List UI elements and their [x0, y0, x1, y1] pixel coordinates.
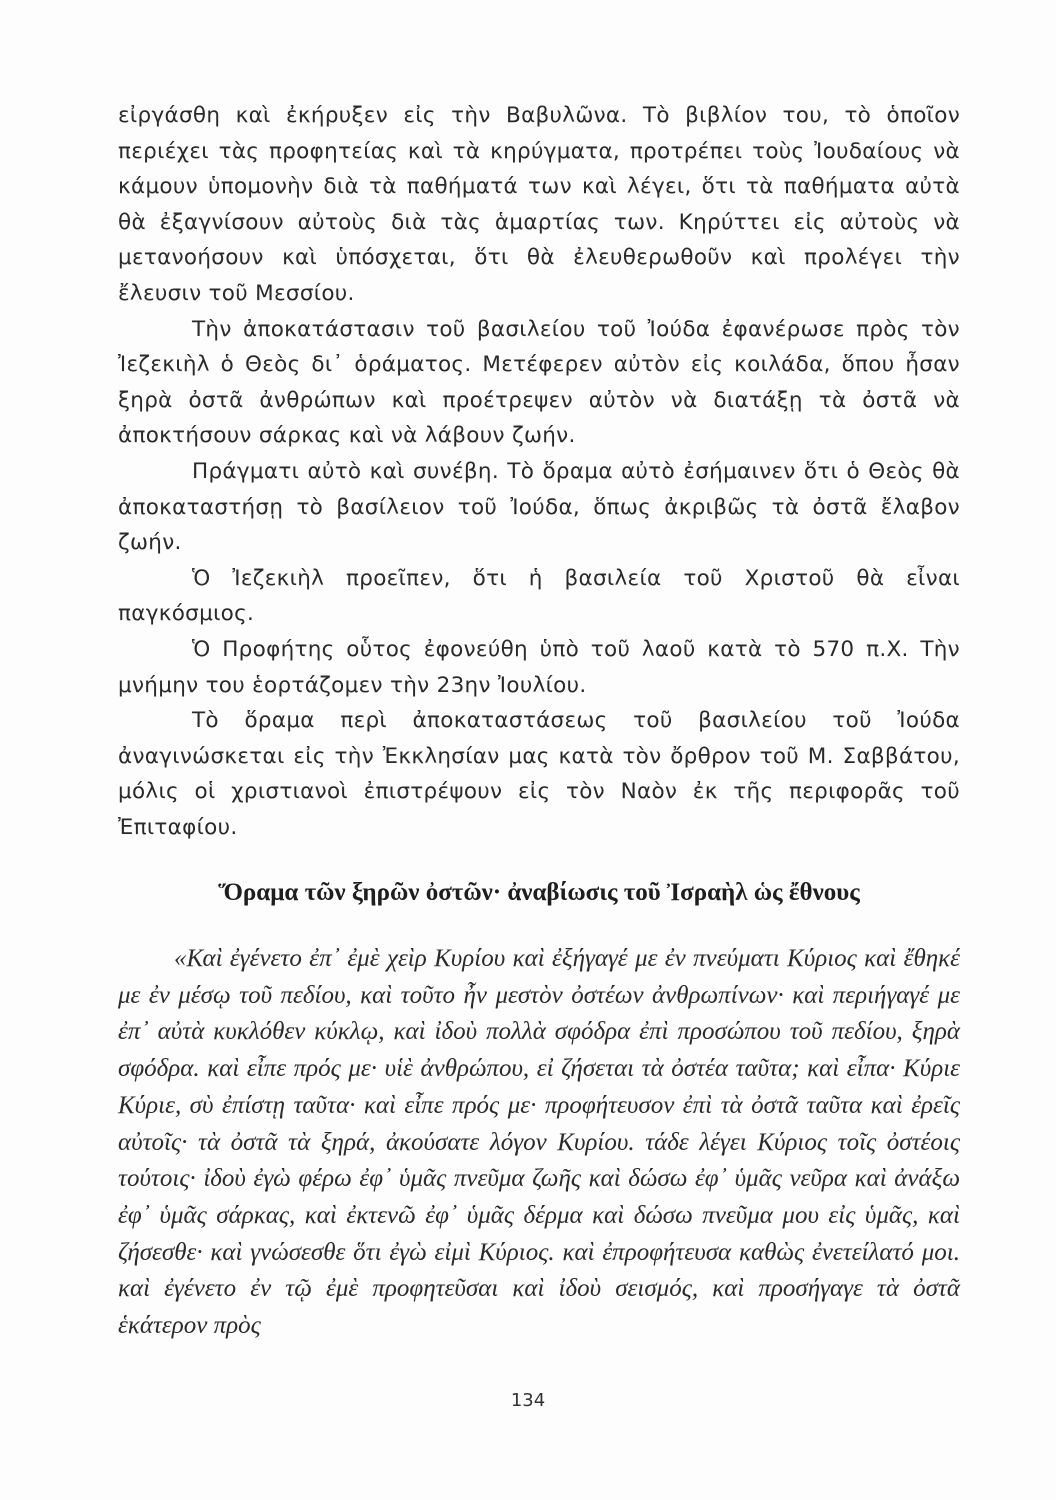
section-heading: Ὅραμα τῶν ξηρῶν ὀστῶν· ἀναβίωσις τοῦ Ἰσραὴλ ὡς ἔθνους [218, 879, 860, 906]
scripture-quote: «Καὶ ἐγένετο ἐπ᾽ ἐμὲ χεὶρ Κυρίου καὶ ἐξήγαγέ με ἐν πνεύματι Κύριος καὶ ἔθηκέ με ἐν μέσῳ τοῦ πεδίου, καὶ τοῦτο ἦν μεστὸν ὀστέων ἀνθρωπίνων· καὶ περιήγαγέ με ἐπ᾽ αὐτὰ κυκλόθεν κύκλῳ, καὶ ἰδοὺ πολλὰ σφόδρα ἐπὶ προσώπου τοῦ πεδίου, ξηρὰ σφόδρα. καὶ εἶπε πρός με· υἱὲ ἀνθρώπου, εἰ ζήσεται τὰ ὀστέα ταῦτα; καὶ εἶπα· Κύριε Κύριε, σὺ ἐπίστῃ ταῦτα· καὶ εἶπε πρός με· προφήτευσον ἐπὶ τὰ ὀστᾶ ταῦτα καὶ ἐρεῖς αὐτοῖς· τὰ ὀστᾶ τὰ ξηρά, ἀκούσατε λόγον Κυρίου. τάδε λέγει Κύριος τοῖς ὀστέοις τούτοις· ἰδοὺ ἐγὼ φέρω ἐφ᾽ ὑμᾶς πνεῦμα ζωῆς καὶ δώσω ἐφ᾽ ὑμᾶς νεῦρα καὶ ἀνάξω ἐφ᾽ ὑμᾶς σάρκας, καὶ ἐκτενῶ ἐφ᾽ ὑμᾶς δέρμα καὶ δώσω πνεῦμα μου εἰς ὑμᾶς, καὶ ζήσεσθε· καὶ γνώσεσθε ὅτι ἐγὼ εἰμὶ Κύριος. καὶ ἐπροφήτευσα καθὼς ἐνετείλατό μοι. καὶ ἐγένετο ἐν τῷ ἐμὲ προφητεῦσαι καὶ ἰδοὺ σεισμός, καὶ προσήγαγε τὰ ὀστᾶ ἑκάτερον πρὸς [118, 945, 960, 1340]
paragraph-2: Τὴν ἀποκατάστασιν τοῦ βασιλείου τοῦ Ἰούδα ἐφανέρωσε πρὸς τὸν Ἰεζεκιὴλ ὁ Θεὸς δι᾽ ὁράματος. Μετέφερεν αὐτὸν εἰς κοιλάδα, ὅπου ἦσαν ξηρὰ ὀστᾶ ἀνθρώπων καὶ προέτρεψεν αὐτὸν νὰ διατάξῃ τὰ ὀστᾶ νὰ ἀποκτήσουν σάρκας καὶ νὰ λάβουν ζωήν. [118, 316, 960, 449]
paragraph-3: Πράγματι αὐτὸ καὶ συνέβη. Τὸ ὅραμα αὐτὸ ἐσήμαινεν ὅτι ὁ Θεὸς θὰ ἀποκαταστήσῃ τὸ βασίλειον τοῦ Ἰούδα, ὅπως ἀκριβῶς τὰ ὀστᾶ ἔλαβον ζωήν. [118, 458, 960, 556]
body-text [118, 98, 960, 845]
paragraph-5: Ὁ Προφήτης οὗτος ἐφονεύθη ὑπὸ τοῦ λαοῦ κατὰ τὸ 570 π.Χ. Τὴν μνήμην του ἑορτάζομεν τὴν 23ην Ἰουλίου. [118, 636, 960, 698]
page-number: 134 [510, 1390, 546, 1411]
paragraph-6: Τὸ ὅραμα περὶ ἀποκαταστάσεως τοῦ βασιλείου τοῦ Ἰούδα ἀναγινώσκεται εἰς τὴν Ἐκκλησίαν μας κατὰ τὸν ὄρθρον τοῦ Μ. Σαββάτου, μόλις οἱ χριστιανοὶ ἐπιστρέψουν εἰς τὸν Ναὸν ἐκ τῆς περιφορᾶς τοῦ Ἐπιταφίου. [118, 708, 960, 840]
paragraph-1: εἰργάσθη καὶ ἐκήρυξεν εἰς τὴν Βαβυλῶνα. Τὸ βιβλίον του, τὸ ὁποῖον περιέχει τὰς προφητείας καὶ τὰ κηρύγματα, προτρέπει τοὺς Ἰουδαίους νὰ κάμουν ὑπομονὴν διὰ τὰ παθήματά των καὶ λέγει, ὅτι τὰ παθήματα αὐτὰ θὰ ἐξαγνίσουν αὐτοὺς διὰ τὰς ἁμαρτίας των. Κηρύττει εἰς αὐτοὺς νὰ μετανοήσουν καὶ ὑπόσχεται, ὅτι θὰ ἐλευθερωθοῦν καὶ προλέγει τὴν ἔλευσιν τοῦ Μεσσίου. [118, 103, 960, 306]
paragraph-4: Ὁ Ἰεζεκιὴλ προεῖπεν, ὅτι ἡ βασιλεία τοῦ Χριστοῦ θὰ εἶναι παγκόσμιος. [118, 565, 960, 627]
